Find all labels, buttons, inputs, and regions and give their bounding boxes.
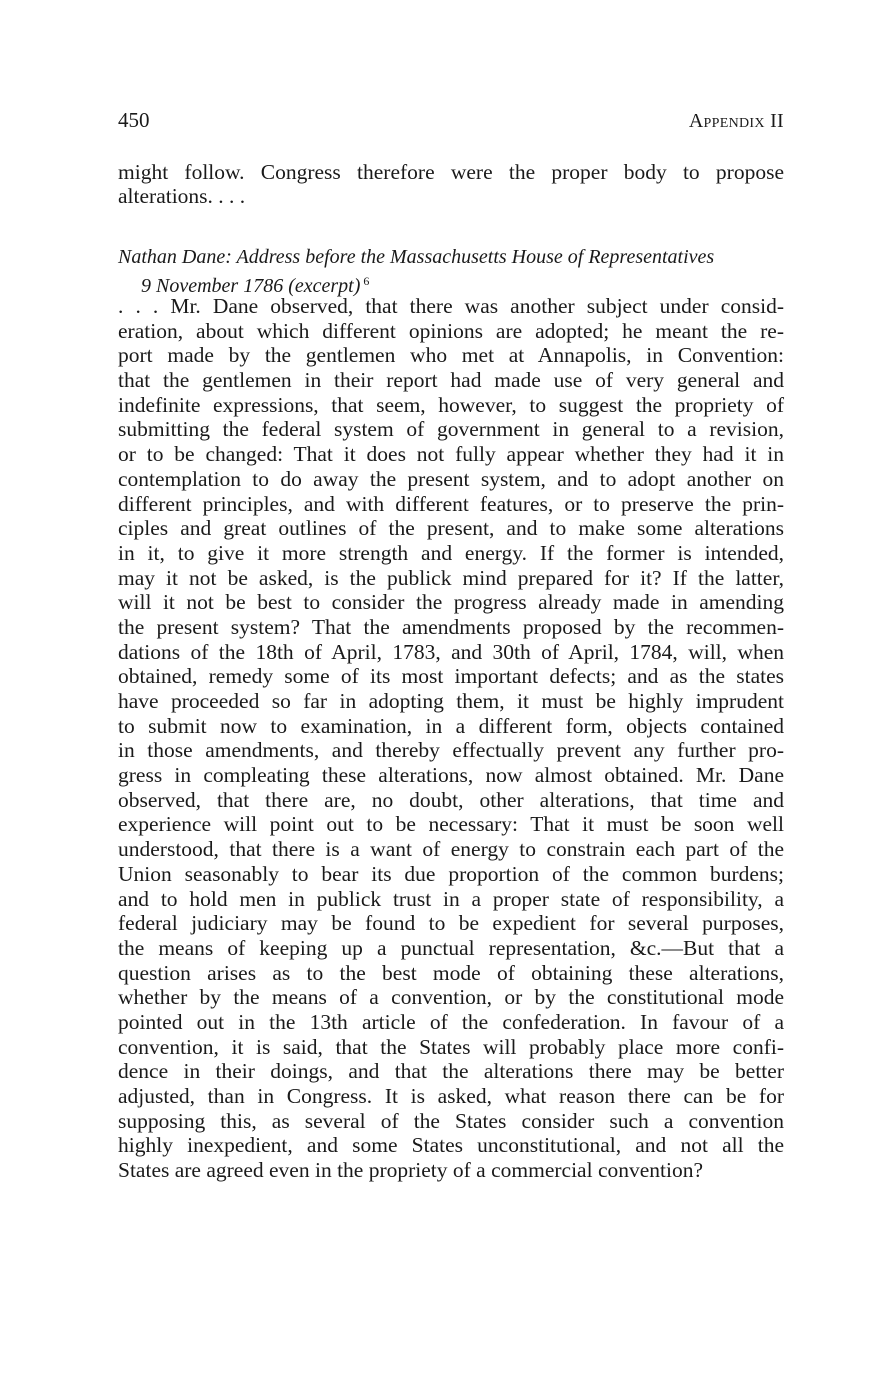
body-line: or to be changed: That it does not fully appear whether they had it in (118, 442, 784, 467)
body-line: different principles, and with different features, or to preserve the prin- (118, 491, 784, 516)
body-line: highly inexpedient, and some States unconstitutional, and not all the (118, 1133, 784, 1158)
body-line: . . . Mr. Dane observed, that there was another subject under consid- (118, 294, 784, 318)
body-line: understood, that there is a want of energy to constrain each part of the (118, 837, 784, 862)
body-line: and to hold men in publick trust in a proper state of responsibility, a (118, 886, 784, 911)
body-line: observed, that there are, no doubt, other alterations, that time and (118, 787, 784, 812)
body-line: in it, to give it more strength and energy. If the former is intended, (118, 540, 784, 565)
document-heading-title: Nathan Dane: Address before the Massachusetts House of Representatives (118, 246, 715, 268)
body-line: in those amendments, and thereby effectually prevent any further pro- (118, 738, 784, 763)
opening-line: alterations. . . . (118, 184, 246, 208)
body-line: that the gentlemen in their report had made use of very general and (118, 368, 784, 393)
body-line: whether by the means of a convention, or by the constitutional mode (118, 985, 784, 1010)
page-number: 450 (118, 108, 150, 132)
body-line: submitting the federal system of government in general to a revision, (118, 417, 784, 442)
body-line: obtained, remedy some of its most important defects; and as the states (118, 664, 784, 689)
body-line: Union seasonably to bear its due proportion of the common burdens; (118, 861, 784, 886)
body-line: pointed out in the 13th article of the confederation. In favour of a (118, 1009, 784, 1034)
body-line: supposing this, as several of the States consider such a convention (118, 1108, 784, 1133)
body-line: to submit now to examination, in a different form, objects contained (118, 713, 784, 738)
body-line: have proceeded so far in adopting them, it must be highly imprudent (118, 689, 784, 713)
body-line: the present system? That the amendments proposed by the recommen- (118, 614, 784, 639)
body-line: federal judiciary may be found to be expedient for several purposes, (118, 911, 784, 936)
running-head (118, 108, 784, 138)
body-line: ciples and great outlines of the present, and to make some alterations (118, 516, 784, 541)
footnote-reference: 6 (363, 274, 370, 288)
body-line: adjusted, than in Congress. It is asked, what reason there can be for (118, 1084, 784, 1108)
body-line: States are agreed even in the propriety of a commercial convention? (118, 1158, 704, 1183)
body-line: indefinite expressions, that seem, however, to suggest the propriety of (118, 392, 784, 417)
body-line: dations of the 18th of April, 1783, and 30th of April, 1784, will, when (118, 639, 784, 664)
body-line: port made by the gentlemen who met at Annapolis, in Convention: (118, 343, 784, 368)
body-line: eration, about which different opinions are adopted; he meant the re- (118, 318, 784, 343)
body-line: gress in compleating these alterations, now almost obtained. Mr. Dane (118, 763, 784, 788)
body-line: question arises as to the best mode of obtaining these alterations, (118, 960, 784, 985)
body-line: the means of keeping up a punctual representation, &c.—But that a (118, 935, 784, 960)
body-line: contemplation to do away the present system, and to adopt another on (118, 466, 784, 491)
body-line: experience will point out to be necessary: That it must be soon well (118, 812, 784, 837)
body-line: may it not be asked, is the publick mind prepared for it? If the latter, (118, 565, 784, 590)
opening-line: might follow. Congress therefore were the proper body to propose (118, 160, 784, 184)
body-line: dence in their doings, and that the alterations there may be better (118, 1059, 784, 1084)
body-line: will it not be best to consider the progress already made in amending (118, 590, 784, 615)
section-title: Appendix II (688, 110, 784, 132)
body-text (118, 294, 784, 1183)
document-date: 9 November 1786 (excerpt) (141, 275, 361, 297)
body-line: convention, it is said, that the States will probably place more confi- (118, 1034, 784, 1059)
